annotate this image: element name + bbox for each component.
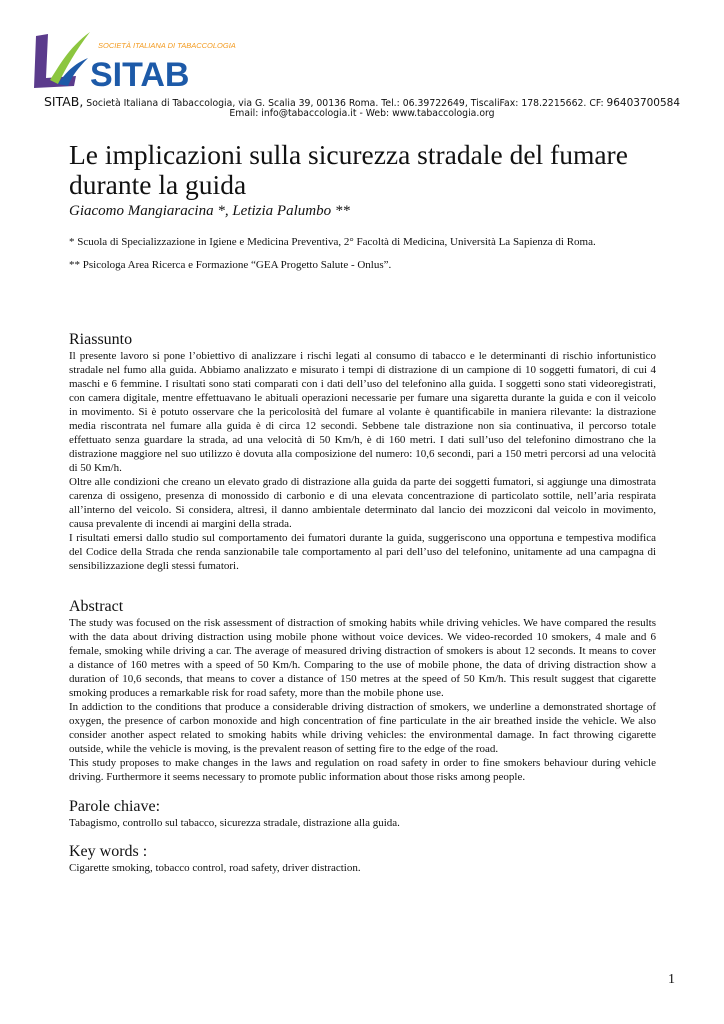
article-body (69, 140, 656, 875)
paragraph: This study proposes to make changes in the laws and regulation on road safety in order to fine smokers behaviour during vehicle driving. Furthermore it seems necessary to promote public information about those risks among people. (69, 757, 656, 783)
section-heading: Abstract (69, 598, 124, 615)
article-authors: Giacomo Mangiaracina *, Letizia Palumbo ** (69, 203, 350, 219)
article-title: Le implicazioni sulla sicurezza stradale del fumare durante la guida (69, 139, 628, 200)
cf-number: 96403700584 (606, 97, 681, 109)
logo-small-text: SOCIETÀ ITALIANA DI TABACCOLOGIA (98, 41, 236, 50)
logo-text: SITAB (90, 56, 190, 94)
page-header (0, 0, 724, 122)
paragraph: The study was focused on the risk assessment of distraction of smoking habits while driving vehicles. We have compared the results with the data about driving distraction using mobile phone without voice devices. We video-recorded 10 smokers, 4 male and 6 female, smoking while driving a car. The average of measured driving distraction of smokers is about 12 seconds. It means to cover a distance of 160 metres with a speed of 50 Km/h. Comparing to the use of mobile phone, the data of driving distraction show a duration of 10,6 seconds, that means to cover a distance of 150 metres at the speed of 50 Km/h. This result suggest that cigarette smoking produces a remarkable risk for road safety, more than the mobile phone use. (69, 617, 656, 699)
affiliation-2: ** Psicologa Area Ricerca e Formazione “GEA Progetto Salute - Onlus”. (69, 259, 392, 271)
page-number: 1 (668, 972, 675, 987)
section-abstract (69, 597, 656, 784)
section-heading: Parole chiave: (69, 798, 161, 815)
paragraph: Il presente lavoro si pone l’obiettivo di analizzare i rischi legati al consumo di tabacco e le determinanti di rischio infortunistico stradale nel fumo alla guida. Abbiamo analizzato e misurato i tempi di distrazione di un campione di 10 soggetti fumatori, di cui 4 maschi e 6 femmine. I risultati sono stati comparati con i dati dell’uso del telefonino alla guida. I soggetti sono stati videoregistrati, con camera digitale, mentre effettuavano le abituali operazioni necessarie per fumare una sigaretta durante la guida e con il veicolo in movimento. Si è potuto osservare che la pericolosità del fumare al volante è quantificabile in maniera rilevante: la distrazione media riscontrata nel fumare alla guida è di circa 12 secondi. Sebbene tale distrazione non sia continuativa, il percorso totale effettuato senza guardare la strada, ad una velocità di 50 Km/h, è di 160 metri. I dati sull’uso del telefonino dimostrano che la distrazione maggiore nel suo utilizzo è dovuta alla composizione del numero: 10,6 secondi, pari a 150 metri percorsi ad una velocità di 50 Km/h. (69, 350, 656, 474)
paragraph: In addiction to the conditions that produce a considerable driving distraction of smokers, we underline a demonstrated shortage of oxygen, the presence of carbon monoxide and high concentration of fine particulate in the air breathed inside the vehicle. We also consider another aspect related to smoking habits while driving vehicles: the environmental damage. In fact throwing cigarette outside, while the vehicle is moving, is the prevalent reason of setting fire to the edge of the road. (69, 701, 656, 755)
paragraph: Oltre alle condizioni che creano un elevato grado di distrazione alla guida da parte dei soggetti fumatori, si aggiunge una dimostrata carenza di ossigeno, presenza di monossido di carbonio e di una elevata concentrazione di particolato sottile, nell’aria respirata all’interno del veicolo. Si considera, altresì, il danno ambientale determinato dal lancio dei mozziconi dal veicolo in movimento, causa prevalente di incendi ai margini della strada. (69, 476, 656, 530)
org-details: Società Italiana di Tabaccologia, via G. Scalia 39, 00136 Roma. Tel.: 06.39722649, TiscaliFax: 178.2215662. CF: (83, 98, 607, 109)
keywords-text: Cigarette smoking, tobacco control, road safety, driver distraction. (69, 862, 361, 874)
affiliation-1: * Scuola di Specializzazione in Igiene e Medicina Preventiva, 2° Facoltà di Medicina, Università La Sapienza di Roma. (69, 236, 596, 248)
section-key-words (69, 842, 656, 875)
keywords-text: Tabagismo, controllo sul tabacco, sicurezza stradale, distrazione alla guida. (69, 817, 400, 829)
section-riassunto (69, 330, 656, 573)
section-heading: Key words : (69, 843, 148, 860)
section-parole-chiave (69, 797, 656, 830)
section-heading: Riassunto (69, 331, 133, 348)
paragraph: I risultati emersi dallo studio sul comportamento dei fumatori durante la guida, suggeriscono una opportuna e tempestiva modifica del Codice della Strada che renda sanzionabile tale comportamento al pari dell’uso del telefonino, unitamente ad una campagna di sensibilizzazione degli stessi fumatori. (69, 532, 656, 572)
org-contacts: Email: info@tabaccologia.it - Web: www.tabaccologia.org (229, 108, 495, 119)
org-info-line (0, 94, 724, 109)
sitab-logo (28, 28, 236, 94)
org-name: SITAB, (43, 94, 84, 109)
